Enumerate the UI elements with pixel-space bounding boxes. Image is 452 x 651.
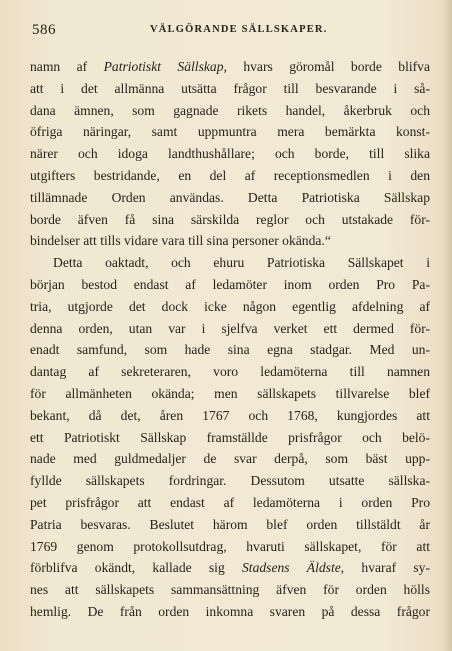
page-header (24, 22, 434, 44)
text-segment: bekant, då det, åren 1767 och 1768, kungjordes att (30, 407, 430, 423)
text-line (30, 296, 430, 318)
text-segment: namn af (30, 59, 104, 74)
text-line (30, 470, 430, 492)
text-line (30, 100, 430, 122)
text-line (30, 557, 430, 579)
text-segment: för allmänheten okända; men sällskapets tillvarelse blef (30, 385, 430, 401)
text-segment: nade med guldmedaljer de svar derpå, som bäst upp- (30, 451, 430, 467)
text-segment: pet prisfrågor att endast af ledamöterna i orden Pro (30, 494, 430, 510)
text-line (30, 252, 430, 274)
text-segment: fyllde sällskapets fordringar. Dessutom utsatte sällska- (30, 473, 430, 489)
text-line (30, 209, 430, 231)
text-segment: 1769 genom protokollsutdrag, hvaruti sällskapet, för att (30, 538, 430, 554)
text-line (30, 318, 430, 340)
text-line (30, 383, 430, 405)
text-segment: dana ämnen, som gagnade rikets handel, åkerbruk och (30, 102, 430, 118)
text-segment: , hvars göromål borde blifva (223, 59, 430, 74)
text-line (30, 492, 430, 514)
running-head: VÄLGÖRANDE SÄLLSKAPER. (150, 24, 328, 35)
text-line (30, 143, 430, 165)
text-segment: , hvaraf sy- (340, 560, 430, 576)
text-segment: ett Patriotiskt Sällskap framställde prisfrågor och belö- (30, 429, 430, 445)
text-line (30, 187, 430, 209)
text-segment: denna orden, utan var i sjelfva verket ett dermed för- (30, 320, 430, 336)
text-line (30, 514, 430, 536)
text-line (30, 230, 430, 252)
text-line (30, 448, 430, 470)
italic-phrase: Patriotiskt Sällskap (103, 59, 224, 74)
text-line (30, 601, 430, 623)
text-segment: Patria besvaras. Beslutet härom blef orden tillstäldt år (30, 516, 430, 532)
text-segment: närer och idoga landthushållare; och borde, till slika (30, 146, 430, 162)
body-text (30, 56, 430, 623)
text-segment: dantag af sekreteraren, voro ledamöterna till namnen (30, 364, 430, 380)
text-line (30, 536, 430, 558)
text-segment: Detta oaktadt, och ehuru Patriotiska Sällskapet i (53, 255, 430, 271)
text-line (30, 78, 430, 100)
text-line (30, 579, 430, 601)
text-line (30, 121, 430, 143)
text-segment: utgifters bestridande, en del af receptionsmedlen i den (30, 167, 430, 183)
text-segment: tria, utgjorde det dock icke någon egentlig afdelning af (30, 298, 430, 314)
text-segment: början bestod endast af ledamöter inom orden Pro Pa- (30, 276, 430, 292)
text-segment: borde äfven få sina särskilda reglor och utstakade för- (30, 211, 430, 227)
text-segment: hemlig. De från orden inkomna svaren på dessa frågor (30, 603, 430, 619)
page-number: 586 (32, 22, 56, 38)
text-line (30, 427, 430, 449)
text-segment: tillämnade Orden användas. Detta Patriotiska Sällskap (30, 189, 430, 205)
text-line (30, 361, 430, 383)
text-segment: att i det allmänna utsätta frågor till besvarande i så- (30, 80, 430, 96)
text-segment: nes att sällskapets sammansättning äfven för orden hölls (30, 582, 430, 598)
text-segment: förblifva okändt, kallade sig (30, 560, 242, 576)
italic-phrase: Stadsens Äldste (242, 560, 341, 576)
text-segment: bindelser att tills vidare vara till sina personer okända.“ (30, 233, 331, 249)
page-edge-shadow (442, 0, 452, 651)
text-segment: öfriga näringar, samt uppmuntra mera bemärkta konst- (30, 124, 430, 140)
text-line (30, 165, 430, 187)
text-line (30, 339, 430, 361)
text-line (30, 405, 430, 427)
text-line (30, 274, 430, 296)
text-line (30, 56, 430, 78)
text-segment: enadt samfund, som hade sina egna stadgar. Med un- (30, 342, 430, 358)
